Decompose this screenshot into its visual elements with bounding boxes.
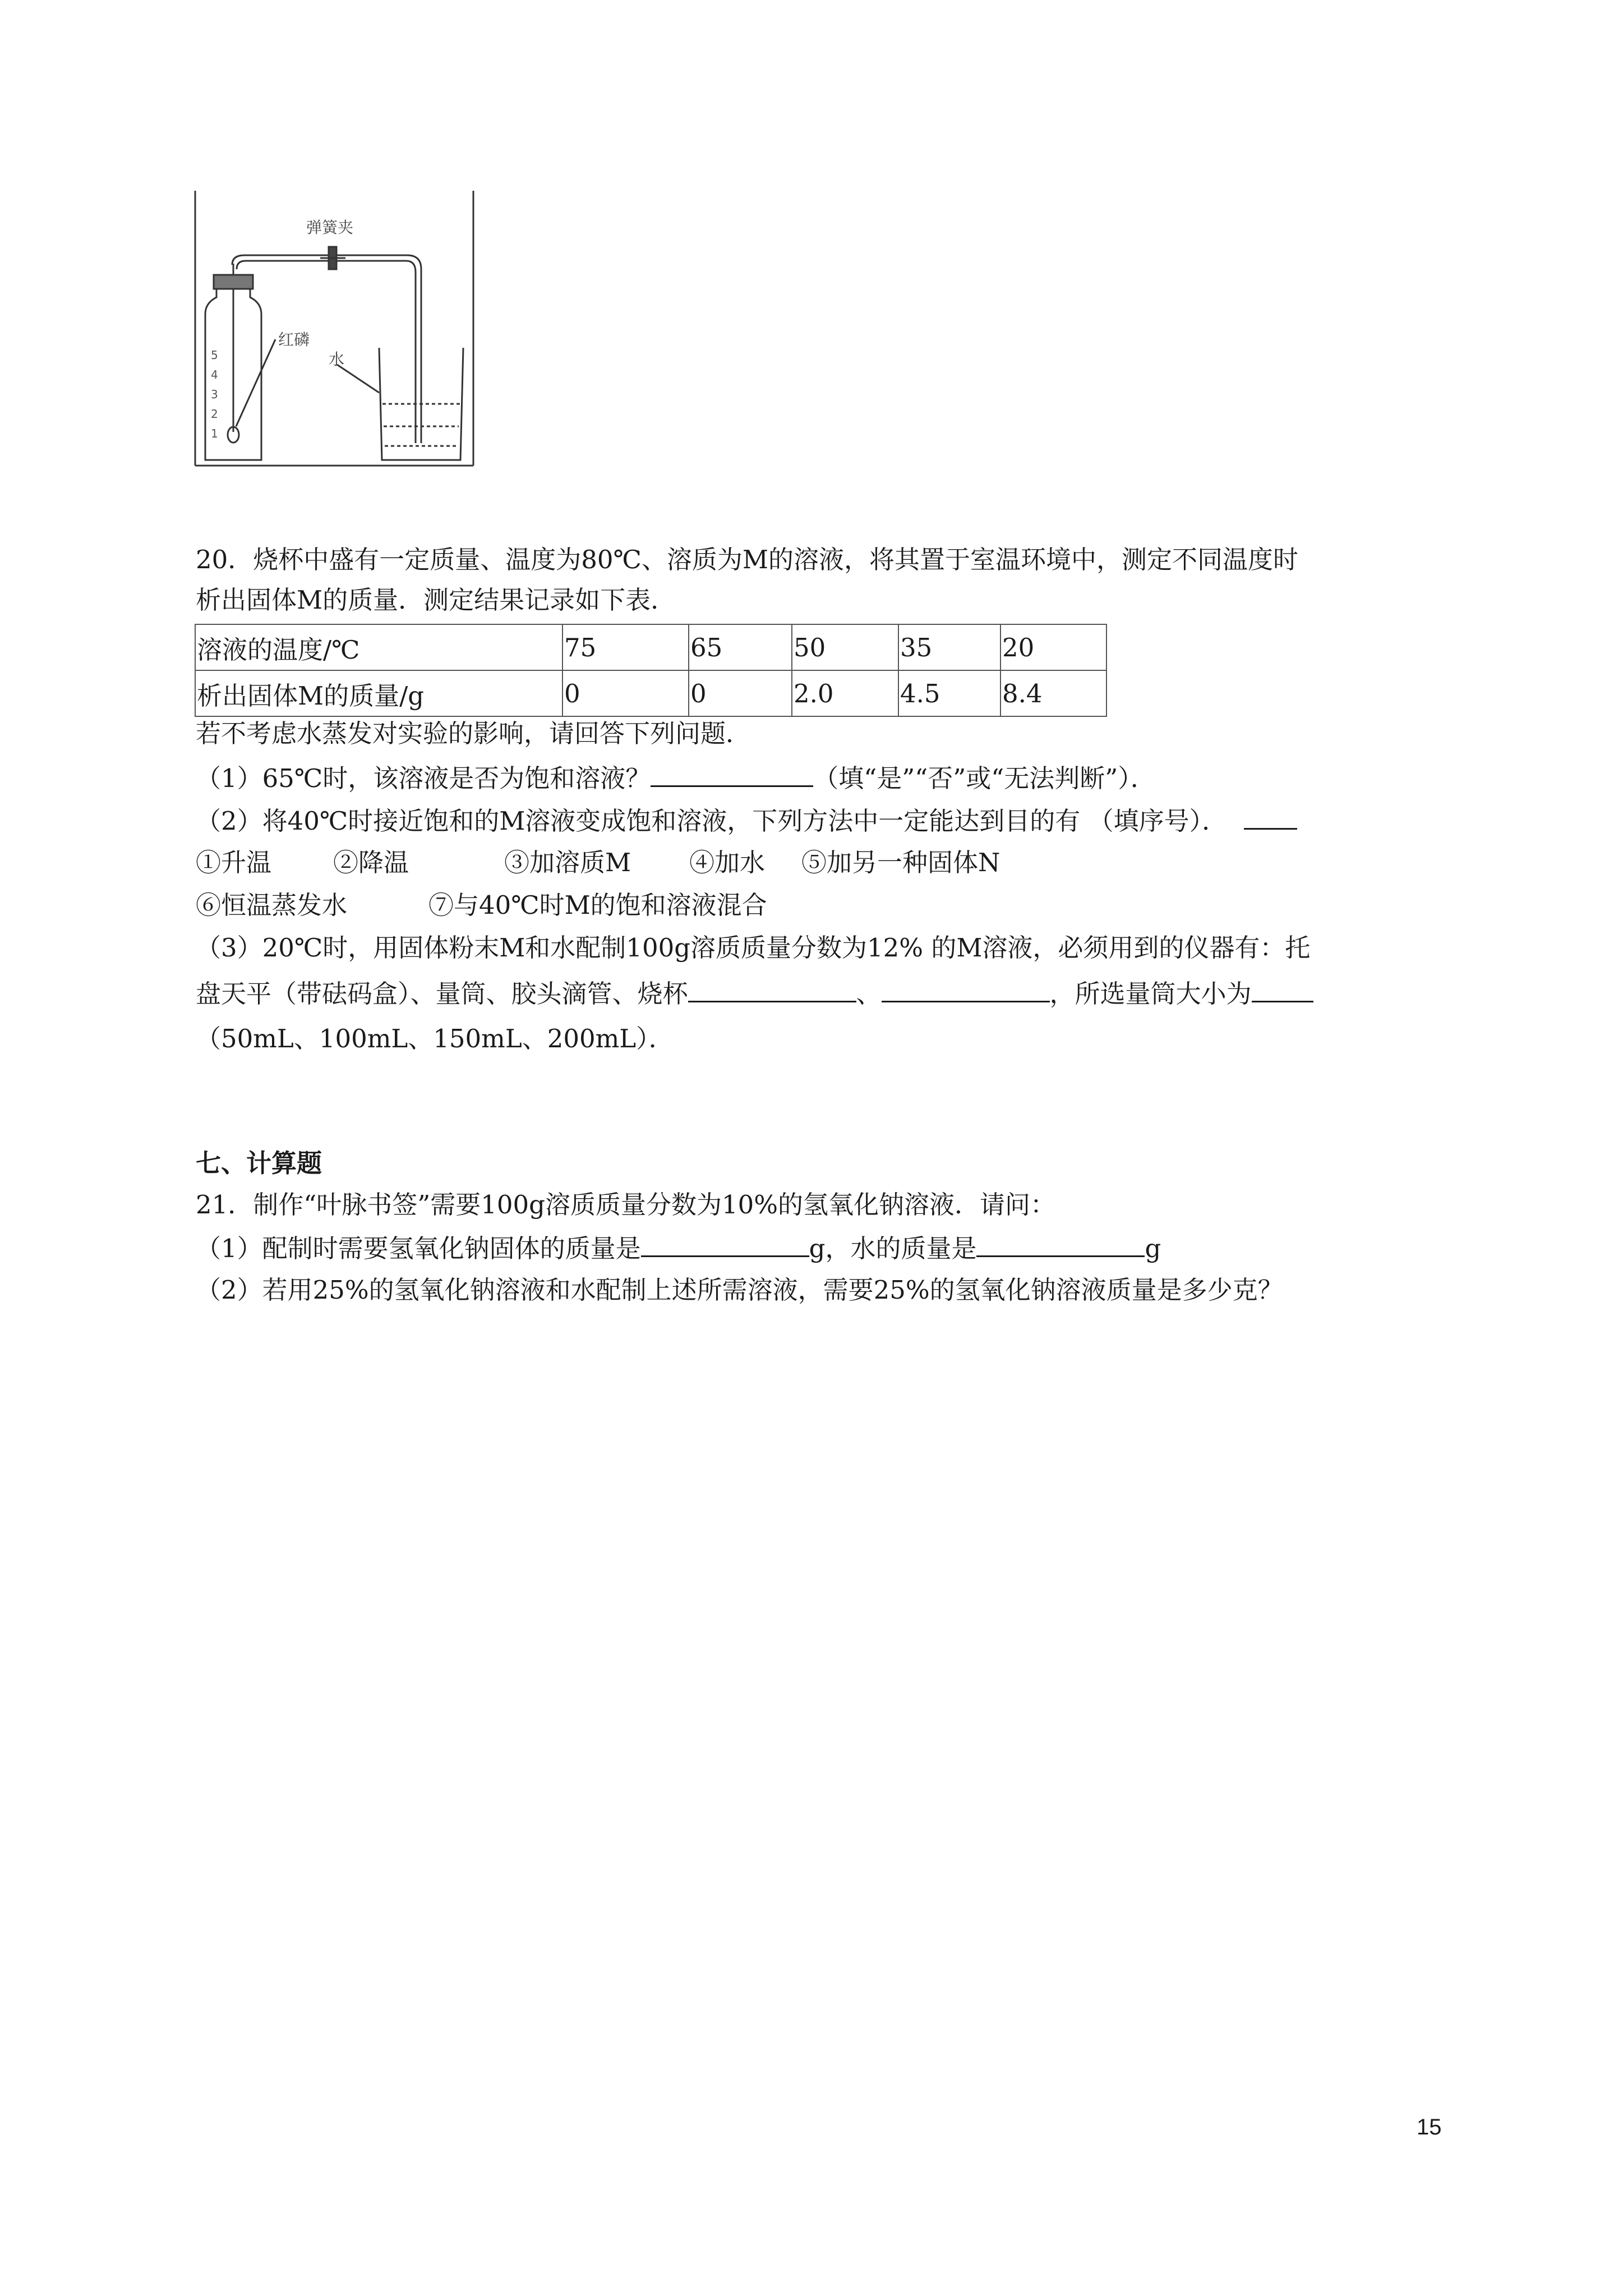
q20-part1-hint: （填“是”“否”或“无法判断”）． <box>813 763 1156 793</box>
table-cell: 4.5 <box>898 670 1000 716</box>
q20-part3-text: 盘天平（带砝码盒）、量筒、胶头滴管、烧杯 <box>196 979 688 1009</box>
table-cell: 20 <box>1000 624 1106 670</box>
separator: 、 <box>856 979 882 1009</box>
option: ①升温 <box>196 848 272 877</box>
table-cell: 2.0 <box>792 670 898 716</box>
table-row <box>195 624 1106 670</box>
phosphorus-label: 红磷 <box>278 330 310 349</box>
table-cell: 8.4 <box>1000 670 1106 716</box>
section-heading: 七、计算题 <box>196 1148 322 1178</box>
option: ③加溶质M <box>504 848 631 877</box>
scale-mark: 5 <box>211 348 218 362</box>
water-label: 水 <box>329 350 345 369</box>
table-cell: 50 <box>792 624 898 670</box>
table-cell: 35 <box>898 624 1000 670</box>
option: ⑤加另一种固体N <box>801 848 1000 877</box>
table-cell: 溶液的温度/℃ <box>195 624 562 670</box>
apparatus-figure <box>194 191 474 471</box>
answer-blank[interactable] <box>688 976 856 1002</box>
scale-mark: 3 <box>211 388 218 401</box>
q20-part1-text: （1）65℃时，该溶液是否为饱和溶液？ <box>196 763 651 793</box>
q20-part2-text: （2）将40℃时接近饱和的M溶液变成饱和溶液，下列方法中一定能达到目的有 （填序号）． <box>196 806 1228 836</box>
q21-intro: 21．制作“叶脉书签”需要100g溶质质量分数为10%的氢氧化钠溶液．请问： <box>196 1190 1055 1220</box>
answer-blank[interactable] <box>882 976 1050 1002</box>
q21-part1 <box>196 1231 1161 1266</box>
option: ⑥恒温蒸发水 <box>196 890 348 920</box>
table-cell: 0 <box>562 670 689 716</box>
clamp-label: 弹簧夹 <box>306 218 354 237</box>
q21-part2: （2）若用25%的氢氧化钠溶液和水配制上述所需溶液，需要25%的氢氧化钠溶液质量是多少克？ <box>196 1275 1283 1305</box>
unit-label: g <box>1145 1234 1161 1263</box>
q20-options-row1 <box>196 846 1000 880</box>
scale-mark: 1 <box>211 427 218 440</box>
q20-part3-line2 <box>196 976 1313 1011</box>
scale-mark: 4 <box>211 368 218 381</box>
table-cell: 65 <box>689 624 792 670</box>
q20-part3-line1: （3）20℃时，用固体粉末M和水配制100g溶质质量分数为12% 的M溶液，必须用到的仪器有：托 <box>196 933 1311 963</box>
q21-part1-text: g，水的质量是 <box>809 1234 977 1263</box>
answer-blank[interactable] <box>1244 803 1297 830</box>
q20-intro-line2: 析出固体M的质量．测定结果记录如下表． <box>196 585 676 615</box>
q20-part3-line3: （50mL、100mL、150mL、200mL）． <box>196 1024 674 1053</box>
scale-mark: 2 <box>211 407 218 421</box>
q20-note: 若不考虑水蒸发对实验的影响，请回答下列问题． <box>196 719 751 748</box>
q20-part3-text: ，所选量筒大小为 <box>1049 979 1252 1009</box>
option: ④加水 <box>689 848 766 877</box>
page-number: 15 <box>1417 2115 1442 2139</box>
q20-options-row2 <box>196 889 767 922</box>
q20-intro-line1: 20．烧杯中盛有一定质量、温度为80℃、溶质为M的溶液，将其置于室温环境中，测定不同温度时 <box>196 545 1298 574</box>
table-cell: 析出固体M的质量/g <box>195 670 562 716</box>
answer-blank[interactable] <box>651 761 813 787</box>
q20-part2 <box>196 803 1297 838</box>
answer-blank[interactable] <box>976 1231 1145 1257</box>
answer-blank[interactable] <box>1252 976 1313 1002</box>
q21-part1-text: （1）配制时需要氢氧化钠固体的质量是 <box>196 1234 641 1263</box>
q20-part1 <box>196 761 1156 795</box>
answer-blank[interactable] <box>641 1231 809 1257</box>
table-row <box>195 670 1106 716</box>
table-cell: 0 <box>689 670 792 716</box>
solubility-table <box>195 624 1107 717</box>
option: ⑦与40℃时M的饱和溶液混合 <box>428 890 767 920</box>
option: ②降温 <box>333 848 409 877</box>
table-cell: 75 <box>562 624 689 670</box>
